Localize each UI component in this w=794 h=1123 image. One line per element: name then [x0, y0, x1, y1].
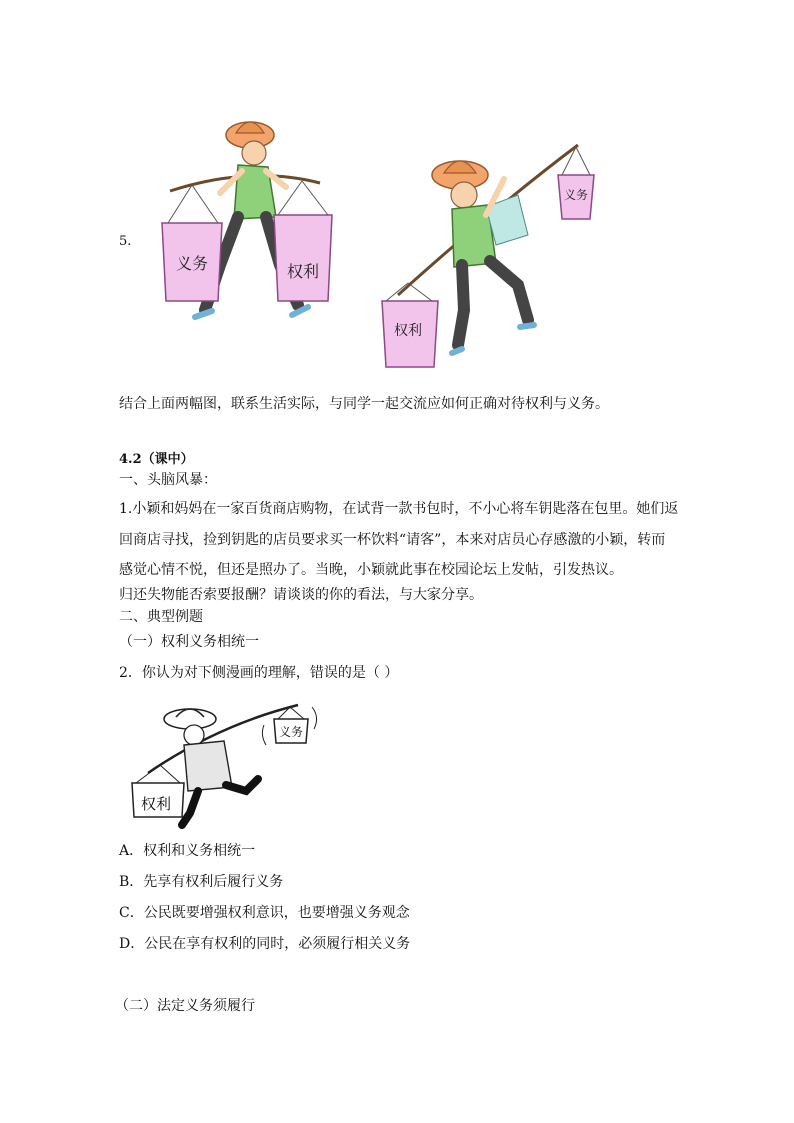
subsection-title: （一）权利义务相统一: [119, 634, 259, 650]
paragraph-line: 1.小颖和妈妈在一家百货商店购物，在试背一款书包时，不小心将车钥匙落在包里。她们返: [119, 501, 679, 517]
cartoon-balanced-carrier: [150, 105, 340, 360]
bag-label: 义务: [175, 254, 209, 273]
option-b: B．先享有权利后履行义务: [119, 874, 284, 890]
option-d: D．公民在享有权利的同时，必须履行相关义务: [119, 936, 411, 952]
bag-label: 义务: [563, 188, 589, 202]
paragraph-line: 感觉心情不悦，但还是照办了。当晚，小颖就此事在校园论坛上发帖，引发热议。: [119, 562, 623, 578]
bag-label: 权利: [394, 323, 422, 339]
part-1-title: 一、头脑风暴：: [119, 472, 217, 488]
question-2-text: 2．你认为对下侧漫画的理解，错误的是（ ）: [119, 665, 399, 681]
question-5-prompt: 结合上面两幅图，联系生活实际，与同学一起交流应如何正确对待权利与义务。: [119, 396, 609, 412]
option-a: A．权利和义务相统一: [119, 843, 256, 859]
bag-label: 义务: [278, 725, 304, 739]
paragraph-question: 归还失物能否索要报酬？请谈谈的你的看法，与大家分享。: [119, 587, 483, 603]
bag-label: 权利: [286, 262, 320, 281]
option-c: C．公民既要增强权利意识，也要增强义务观念: [119, 905, 410, 921]
subsection-title: （二）法定义务须履行: [115, 998, 255, 1014]
question-5-number: 5.: [119, 234, 132, 249]
cartoon-unbalanced-carrier: [368, 135, 623, 370]
section-title: 4.2（课中）: [119, 452, 194, 467]
part-2-title: 二、典型例题: [119, 609, 203, 625]
cartoon-line-drawing: [128, 695, 328, 830]
paragraph-line: 回商店寻找，捡到钥匙的店员要求买一杯饮料“请客”，本来对店员心存感激的小颖，转而: [119, 532, 666, 548]
bag-label: 权利: [140, 795, 172, 813]
